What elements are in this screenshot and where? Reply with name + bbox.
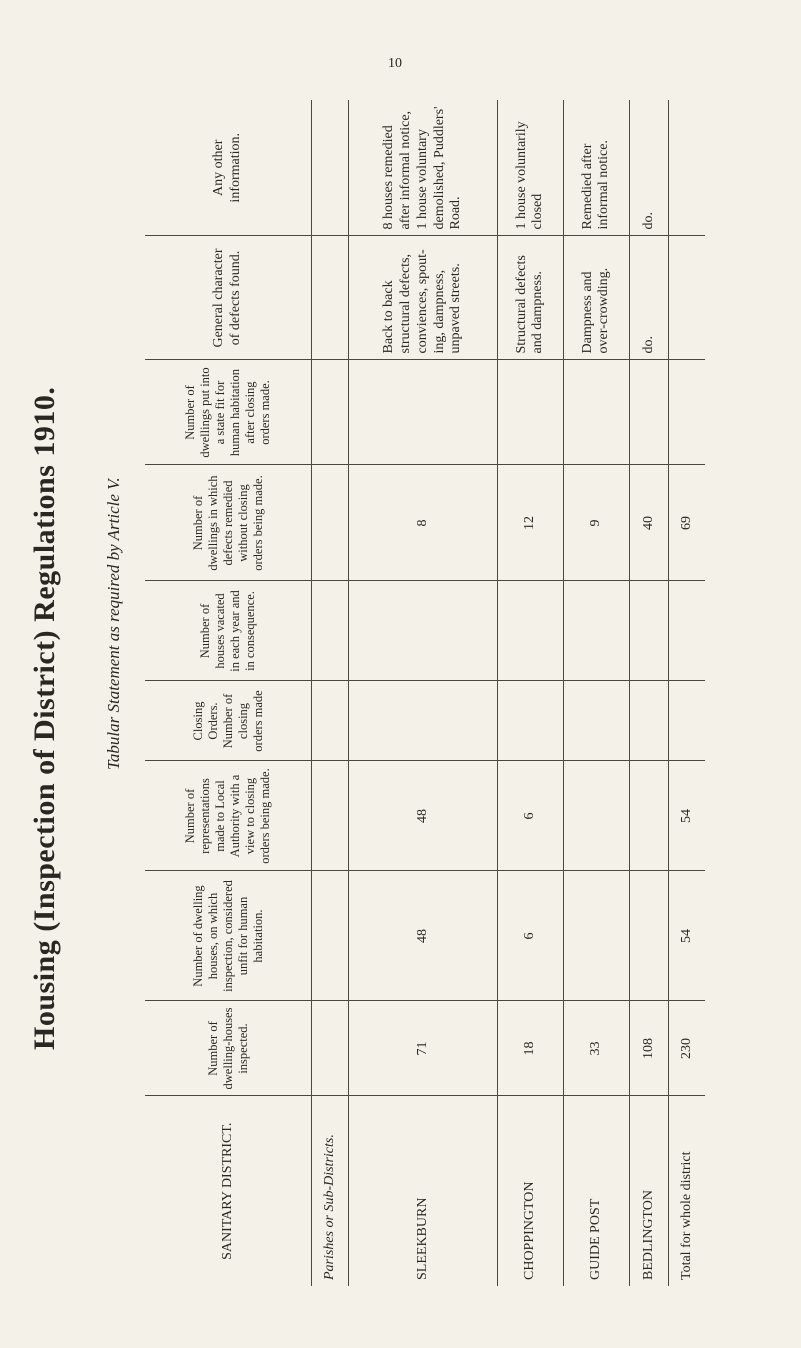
other-info-cell: 1 house voluntarily closed (497, 100, 563, 236)
closing-orders-cell (349, 681, 497, 761)
statement-table-container (145, 100, 705, 1286)
header-defects: General character of defects found. (145, 236, 312, 360)
district-name: SLEEKBURN (349, 1096, 497, 1286)
closing-orders-cell (630, 681, 669, 761)
unfit-cell (563, 871, 629, 1001)
other-info-cell: do. (630, 100, 669, 236)
total-closing-orders (668, 681, 705, 761)
vacated-cell (630, 581, 669, 681)
put-fit-cell (630, 360, 669, 465)
representations-cell: 6 (497, 761, 563, 871)
statement-table (145, 100, 705, 1286)
representations-cell (630, 761, 669, 871)
total-row (668, 100, 705, 1286)
defects-cell: Dampness and over-crowding. (563, 236, 629, 360)
district-name: CHOPPINGTON (497, 1096, 563, 1286)
district-name: BEDLINGTON (630, 1096, 669, 1286)
inspected-cell: 71 (349, 1001, 497, 1096)
defects-cell: Back to back structural defects, conviences, spout-ing, dampness, unpaved streets. (349, 236, 497, 360)
header-other: Any other information. (145, 100, 312, 236)
total-put-fit (668, 360, 705, 465)
remedied-cell: 8 (349, 465, 497, 581)
total-representations: 54 (668, 761, 705, 871)
put-fit-cell (563, 360, 629, 465)
inspected-cell: 33 (563, 1001, 629, 1096)
closing-orders-group: Closing Orders. (190, 701, 220, 741)
total-vacated (668, 581, 705, 681)
vacated-cell (349, 581, 497, 681)
other-info-cell: Remedied after informal notice. (563, 100, 629, 236)
remedied-cell: 9 (563, 465, 629, 581)
vacated-cell (497, 581, 563, 681)
total-unfit: 54 (668, 871, 705, 1001)
defects-cell: Structural defects and dampness. (497, 236, 563, 360)
unfit-cell: 48 (349, 871, 497, 1001)
representations-cell (563, 761, 629, 871)
table-row (349, 100, 497, 1286)
other-info-cell: 8 houses remedied after informal notice, 1 house voluntary demolished, Puddlers' Road. (349, 100, 497, 236)
closing-orders-cell (563, 681, 629, 761)
table-row (497, 100, 563, 1286)
table-row (630, 100, 669, 1286)
header-district-label: SANITARY DISTRICT. (219, 1122, 235, 1260)
page-subtitle: Tabular Statement as required by Article V. (104, 477, 123, 770)
put-fit-cell (349, 360, 497, 465)
header-closing-orders (145, 681, 312, 761)
unfit-cell (630, 871, 669, 1001)
header-unfit: Number of dwelling houses, on which inspection, considered unfit for human habitation. (145, 871, 312, 1001)
inspected-cell: 18 (497, 1001, 563, 1096)
header-vacated: Number of houses vacated in each year and in consequence. (145, 581, 312, 681)
page-title: Housing (Inspection of District) Regulations 1910. (28, 386, 61, 1050)
header-inspected: Number of dwelling-houses inspected. (145, 1001, 312, 1096)
parishes-label: Parishes or Sub-Districts. (312, 1096, 349, 1286)
put-fit-cell (497, 360, 563, 465)
closing-orders-cell (497, 681, 563, 761)
header-district (145, 1096, 312, 1286)
defects-cell: do. (630, 236, 669, 360)
inspected-cell: 108 (630, 1001, 669, 1096)
total-label: Total for whole district (668, 1096, 705, 1286)
header-row (145, 100, 312, 1286)
total-remedied: 69 (668, 465, 705, 581)
unfit-cell: 6 (497, 871, 563, 1001)
total-inspected: 230 (668, 1001, 705, 1096)
table-row (563, 100, 629, 1286)
parishes-row (312, 100, 349, 1286)
page-number: 10 (388, 56, 402, 71)
header-closing-orders-label: Number of closing orders made (220, 690, 265, 752)
vacated-cell (563, 581, 629, 681)
remedied-cell: 12 (497, 465, 563, 581)
total-other (668, 100, 705, 236)
total-defects (668, 236, 705, 360)
header-put-fit: Number of dwellings put into a state fit for human habitation after closing orders made. (145, 360, 312, 465)
district-name: GUIDE POST (563, 1096, 629, 1286)
header-representations: Number of representations made to Local Authority with a view to closing orders being made. (145, 761, 312, 871)
header-remedied: Number of dwellings in which defects remedied without closing orders being made. (145, 465, 312, 581)
representations-cell: 48 (349, 761, 497, 871)
remedied-cell: 40 (630, 465, 669, 581)
